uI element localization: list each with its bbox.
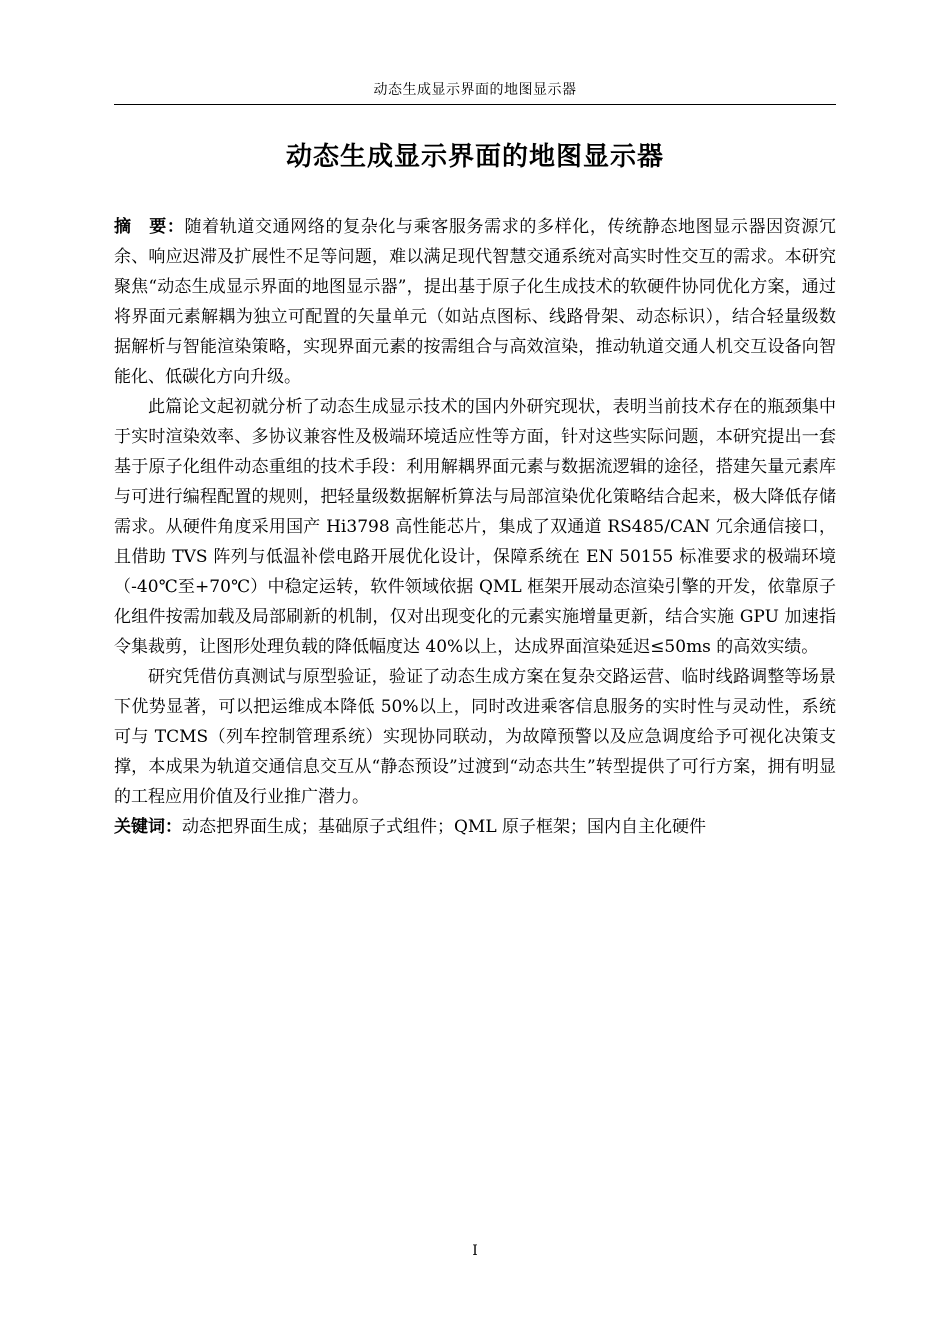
abstract-paragraph-1 <box>114 212 836 392</box>
abstract-paragraph-2: 此篇论文起初就分析了动态生成显示技术的国内外研究现状，表明当前技术存在的瓶颈集中于实时渲染效率、多协议兼容性及极端环境适应性等方面，针对这些实际问题，本研究提出一套基于原子化组件动态重组的技术手段：利用解耦界面元素与数据流逻辑的途径，搭建矢量元素库与可进行编程配置的规则，把轻量级数据解析算法与局部渲染优化策略结合起来，极大降低存储需求。从硬件角度采用国产 Hi3798 高性能芯片，集成了双通道 RS485/CAN 冗余通信接口，且借助 TVS 阵列与低温补偿电路开展优化设计，保障系统在 EN 50155 标准要求的极端环境（-40℃至+70℃）中稳定运转，软件领域依据 QML 框架开展动态渲染引擎的开发，依靠原子化组件按需加载及局部刷新的机制，仅对出现变化的元素实施增量更新，结合实施 GPU 加速指令集裁剪，让图形处理负载的降低幅度达 40%以上，达成界面渲染延迟≤50ms 的高效实绩。 <box>114 397 836 657</box>
abstract-paragraph-3: 研究凭借仿真测试与原型验证，验证了动态生成方案在复杂交路运营、临时线路调整等场景下优势显著，可以把运维成本降低 50%以上，同时改进乘客信息服务的实时性与灵动性，系统可与 TCMS（列车控制管理系统）实现协同联动，为故障预警以及应急调度给予可视化决策支撑，本成果为轨道交通信息交互从“静态预设”过渡到“动态共生”转型提供了可行方案，拥有明显的工程应用价值及行业推广潜力。 <box>114 667 836 807</box>
header-rule <box>114 104 836 105</box>
keywords-label: 关键词： <box>114 817 182 837</box>
running-header: 动态生成显示界面的地图显示器 <box>373 82 577 98</box>
keywords-text: 动态把界面生成；基础原子式组件；QML 原子框架；国内自主化硬件 <box>182 817 707 837</box>
abstract-paragraph-1-text: 随着轨道交通网络的复杂化与乘客服务需求的多样化，传统静态地图显示器因资源冗余、响应迟滞及扩展性不足等问题，难以满足现代智慧交通系统对高实时性交互的需求。本研究聚焦“动态生成显示界面的地图显示器”，提出基于原子化生成技术的软硬件协同优化方案，通过将界面元素解耦为独立可配置的矢量单元（如站点图标、线路骨架、动态标识），结合轻量级数据解析与智能渲染策略，实现界面元素的按需组合与高效渲染，推动轨道交通人机交互设备向智能化、低碳化方向升级。 <box>114 217 836 387</box>
abstract-label: 摘 要： <box>114 217 185 237</box>
abstract-section <box>114 212 836 842</box>
page-number: I <box>472 1243 478 1259</box>
paper-title: 动态生成显示界面的地图显示器 <box>285 142 664 172</box>
keywords-line <box>114 812 836 842</box>
